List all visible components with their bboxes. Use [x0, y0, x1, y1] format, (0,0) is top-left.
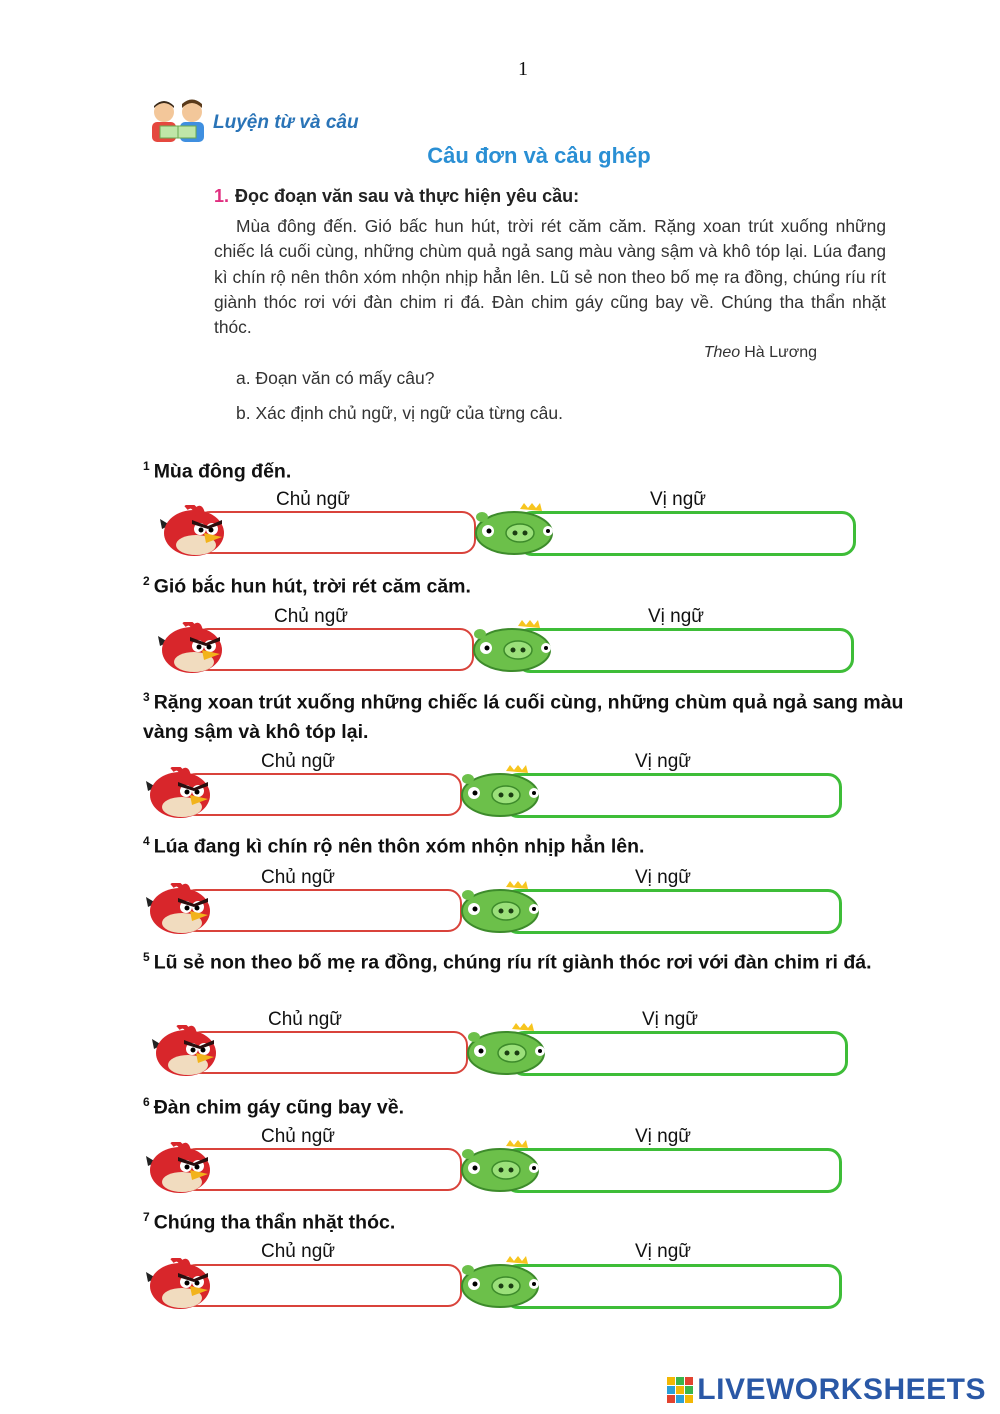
- subject-answer-box[interactable]: [188, 1031, 468, 1074]
- sentence-4: [143, 827, 909, 862]
- predicate-answer-box[interactable]: [510, 1031, 848, 1076]
- sentence-7: [143, 1203, 909, 1238]
- red-bird-icon: [156, 505, 228, 557]
- subject-answer-box[interactable]: [182, 1148, 462, 1191]
- green-pig-icon: [474, 503, 558, 555]
- predicate-label: Vị ngữ: [650, 489, 707, 510]
- instruction-text: Đọc đoạn văn sau và thực hiện yêu cầu:: [235, 186, 580, 206]
- sentence-text: Chúng tha thẩn nhặt thóc.: [153, 1211, 396, 1234]
- predicate-label: Vị ngữ: [648, 606, 705, 627]
- sentence-text: Đàn chim gáy cũng bay về.: [153, 1096, 405, 1119]
- predicate-answer-box[interactable]: [504, 889, 842, 934]
- sentence-number: 4: [143, 834, 150, 848]
- sentence-5: [143, 943, 909, 978]
- source-prefix: Theo: [703, 344, 741, 361]
- predicate-answer-box[interactable]: [504, 1264, 842, 1309]
- predicate-label: Vị ngữ: [635, 1126, 692, 1147]
- predicate-label: Vị ngữ: [642, 1009, 699, 1030]
- subject-answer-box[interactable]: [182, 1264, 462, 1307]
- green-pig-icon: [460, 881, 544, 933]
- subject-answer-box[interactable]: [182, 889, 462, 932]
- predicate-answer-box[interactable]: [518, 511, 856, 556]
- red-bird-icon: [148, 1025, 220, 1077]
- sentence-text: Gió bắc hun hút, trời rét căm căm.: [153, 575, 471, 598]
- green-pig-icon: [460, 1256, 544, 1308]
- red-bird-icon: [154, 622, 226, 674]
- sentence-6: [143, 1088, 909, 1123]
- subject-label: Chủ ngữ: [274, 606, 348, 627]
- predicate-answer-box[interactable]: [504, 773, 842, 818]
- red-bird-icon: [142, 883, 214, 935]
- liveworksheets-logo: [667, 1372, 986, 1408]
- passage-source: [704, 344, 817, 362]
- subject-label: Chủ ngữ: [261, 1126, 335, 1147]
- subject-label: Chủ ngữ: [261, 867, 335, 888]
- predicate-answer-box[interactable]: [504, 1148, 842, 1193]
- exercise-number: 1.: [214, 186, 230, 206]
- subject-label: Chủ ngữ: [261, 1241, 335, 1262]
- sentence-number: 1: [143, 459, 150, 473]
- subject-label: Chủ ngữ: [261, 751, 335, 772]
- task-a: a. Đoạn văn có mấy câu?: [236, 368, 435, 388]
- predicate-label: Vị ngữ: [635, 751, 692, 772]
- sentence-text: Rặng xoan trút xuống những chiếc lá cuối cùng, những chùm quả ngả sang màu vàng sậm và khô tóp lại.: [143, 691, 904, 743]
- lesson-title: Câu đơn và câu ghép: [427, 143, 651, 168]
- passage: [214, 214, 886, 340]
- sentence-2: [143, 567, 909, 602]
- task-b: b. Xác định chủ ngữ, vị ngữ của từng câu.: [236, 403, 564, 423]
- red-bird-icon: [142, 767, 214, 819]
- source-author: Hà Lương: [744, 344, 817, 361]
- section-label: Luyện từ và câu: [213, 112, 359, 133]
- sentence-number: 7: [143, 1210, 150, 1224]
- sentence-number: 5: [143, 950, 150, 964]
- predicate-answer-box[interactable]: [516, 628, 854, 673]
- sentence-text: Lúa đang kì chín rộ nên thôn xóm nhộn nhịp hẳn lên.: [153, 835, 645, 858]
- green-pig-icon: [466, 1023, 550, 1075]
- green-pig-icon: [460, 1140, 544, 1192]
- sentence-text: Mùa đông đến.: [153, 460, 292, 483]
- sentence-number: 3: [143, 690, 150, 704]
- green-pig-icon: [472, 620, 556, 672]
- sentence-number: 2: [143, 574, 150, 588]
- red-bird-icon: [142, 1258, 214, 1310]
- green-pig-icon: [460, 765, 544, 817]
- predicate-label: Vị ngữ: [635, 867, 692, 888]
- red-bird-icon: [142, 1142, 214, 1194]
- exercise-instruction: [214, 186, 579, 207]
- subject-label: Chủ ngữ: [268, 1009, 342, 1030]
- sentence-1: [143, 452, 909, 487]
- predicate-label: Vị ngữ: [635, 1241, 692, 1262]
- subject-label: Chủ ngữ: [276, 489, 350, 510]
- page-number: 1: [518, 58, 528, 80]
- liveworksheets-logo-icon: [667, 1377, 693, 1403]
- subject-answer-box[interactable]: [182, 773, 462, 816]
- sentence-3: [143, 683, 909, 747]
- passage-text: Mùa đông đến. Gió bấc hun hút, trời rét căm căm. Rặng xoan trút xuống những chiếc lá cuối cùng, những chùm quả ngả sang màu vàng sậm và khô tóp lại. Lúa đang kì chín rộ nên thôn xóm nhộn nhịp hẳn lên. Lũ sẻ non theo bố mẹ ra đồng, chúng ríu rít giành thóc rơi với đàn chim ri đá. Đàn chim gáy cũng bay về. Chúng tha thẩn nhặt thóc.: [214, 216, 886, 338]
- logo-text: LIVEWORKSHEETS: [697, 1373, 986, 1406]
- sentence-number: 6: [143, 1095, 150, 1109]
- subject-answer-box[interactable]: [194, 628, 474, 671]
- sentence-text: Lũ sẻ non theo bố mẹ ra đồng, chúng ríu rít giành thóc rơi với đàn chim ri đá.: [153, 951, 872, 974]
- subject-answer-box[interactable]: [196, 511, 476, 554]
- kids-reading-icon: [146, 98, 212, 144]
